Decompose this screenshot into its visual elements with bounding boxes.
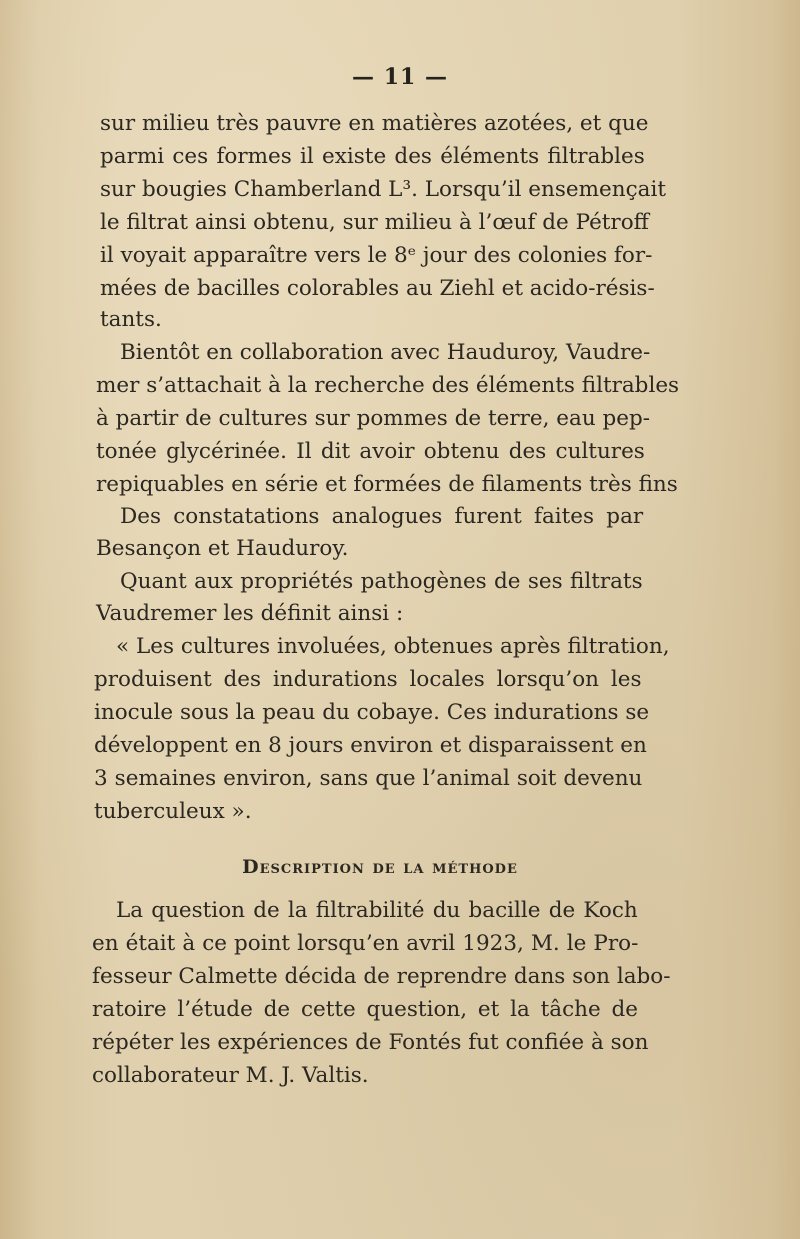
paragraph-line: Bientôt en collaboration avec Hauduroy, Vaudre-	[120, 340, 651, 365]
paragraph-line: parmi ces formes il existe des éléments filtrables	[100, 144, 645, 169]
paragraph-line: ratoire l’étude de cette question, et la tâche de	[92, 997, 639, 1022]
paragraph-line: à partir de cultures sur pommes de terre, eau pep-	[96, 406, 651, 431]
paragraph-line: Besançon et Hauduroy.	[96, 536, 349, 561]
paragraph-line: répéter les expériences de Fontés fut confiée à son	[92, 1030, 649, 1055]
paragraph-line: Quant aux propriétés pathogènes de ses filtrats	[120, 569, 643, 594]
section-heading	[0, 856, 800, 878]
paragraph-line: « Les cultures involuées, obtenues après filtration,	[116, 634, 670, 659]
paragraph-line: sur milieu très pauvre en matières azotées, et que	[100, 111, 649, 136]
page-number: — 11 —	[352, 64, 448, 90]
paragraph-line: tuberculeux ».	[94, 799, 252, 824]
paragraph-line: mées de bacilles colorables au Ziehl et acido-résis-	[100, 276, 655, 301]
paragraph-line: fesseur Calmette décida de reprendre dans son labo-	[92, 964, 671, 989]
paragraph-line: Vaudremer les définit ainsi :	[96, 601, 404, 626]
section-heading-text: Description de la méthode	[242, 856, 518, 878]
paragraph-line: repiquables en série et formées de filaments très fins	[96, 472, 678, 497]
paragraph-line: Des constatations analogues furent faites par	[120, 504, 644, 529]
paragraph-line: le filtrat ainsi obtenu, sur milieu à l’œuf de Pétroff	[100, 210, 649, 235]
paragraph-line: tants.	[100, 307, 162, 332]
paragraph-line: il voyait apparaître vers le 8ᵉ jour des colonies for-	[100, 243, 653, 268]
paragraph-line: inocule sous la peau du cobaye. Ces indurations se	[94, 700, 650, 725]
paragraph-line: 3 semaines environ, sans que l’animal soit devenu	[94, 766, 643, 791]
paragraph-line: collaborateur M. J. Valtis.	[92, 1063, 369, 1088]
paragraph-line: développent en 8 jours environ et disparaissent en	[94, 733, 647, 758]
paragraph-line: La question de la filtrabilité du bacille de Koch	[116, 898, 638, 923]
paragraph-line: tonée glycérinée. Il dit avoir obtenu des cultures	[96, 439, 645, 464]
paragraph-line: sur bougies Chamberland L³. Lorsqu’il ensemençait	[100, 177, 666, 202]
paragraph-line: en était à ce point lorsqu’en avril 1923, M. le Pro-	[92, 931, 639, 956]
paragraph-line: mer s’attachait à la recherche des éléments filtrables	[96, 373, 680, 398]
paragraph-line: produisent des indurations locales lorsqu’on les	[94, 667, 642, 692]
